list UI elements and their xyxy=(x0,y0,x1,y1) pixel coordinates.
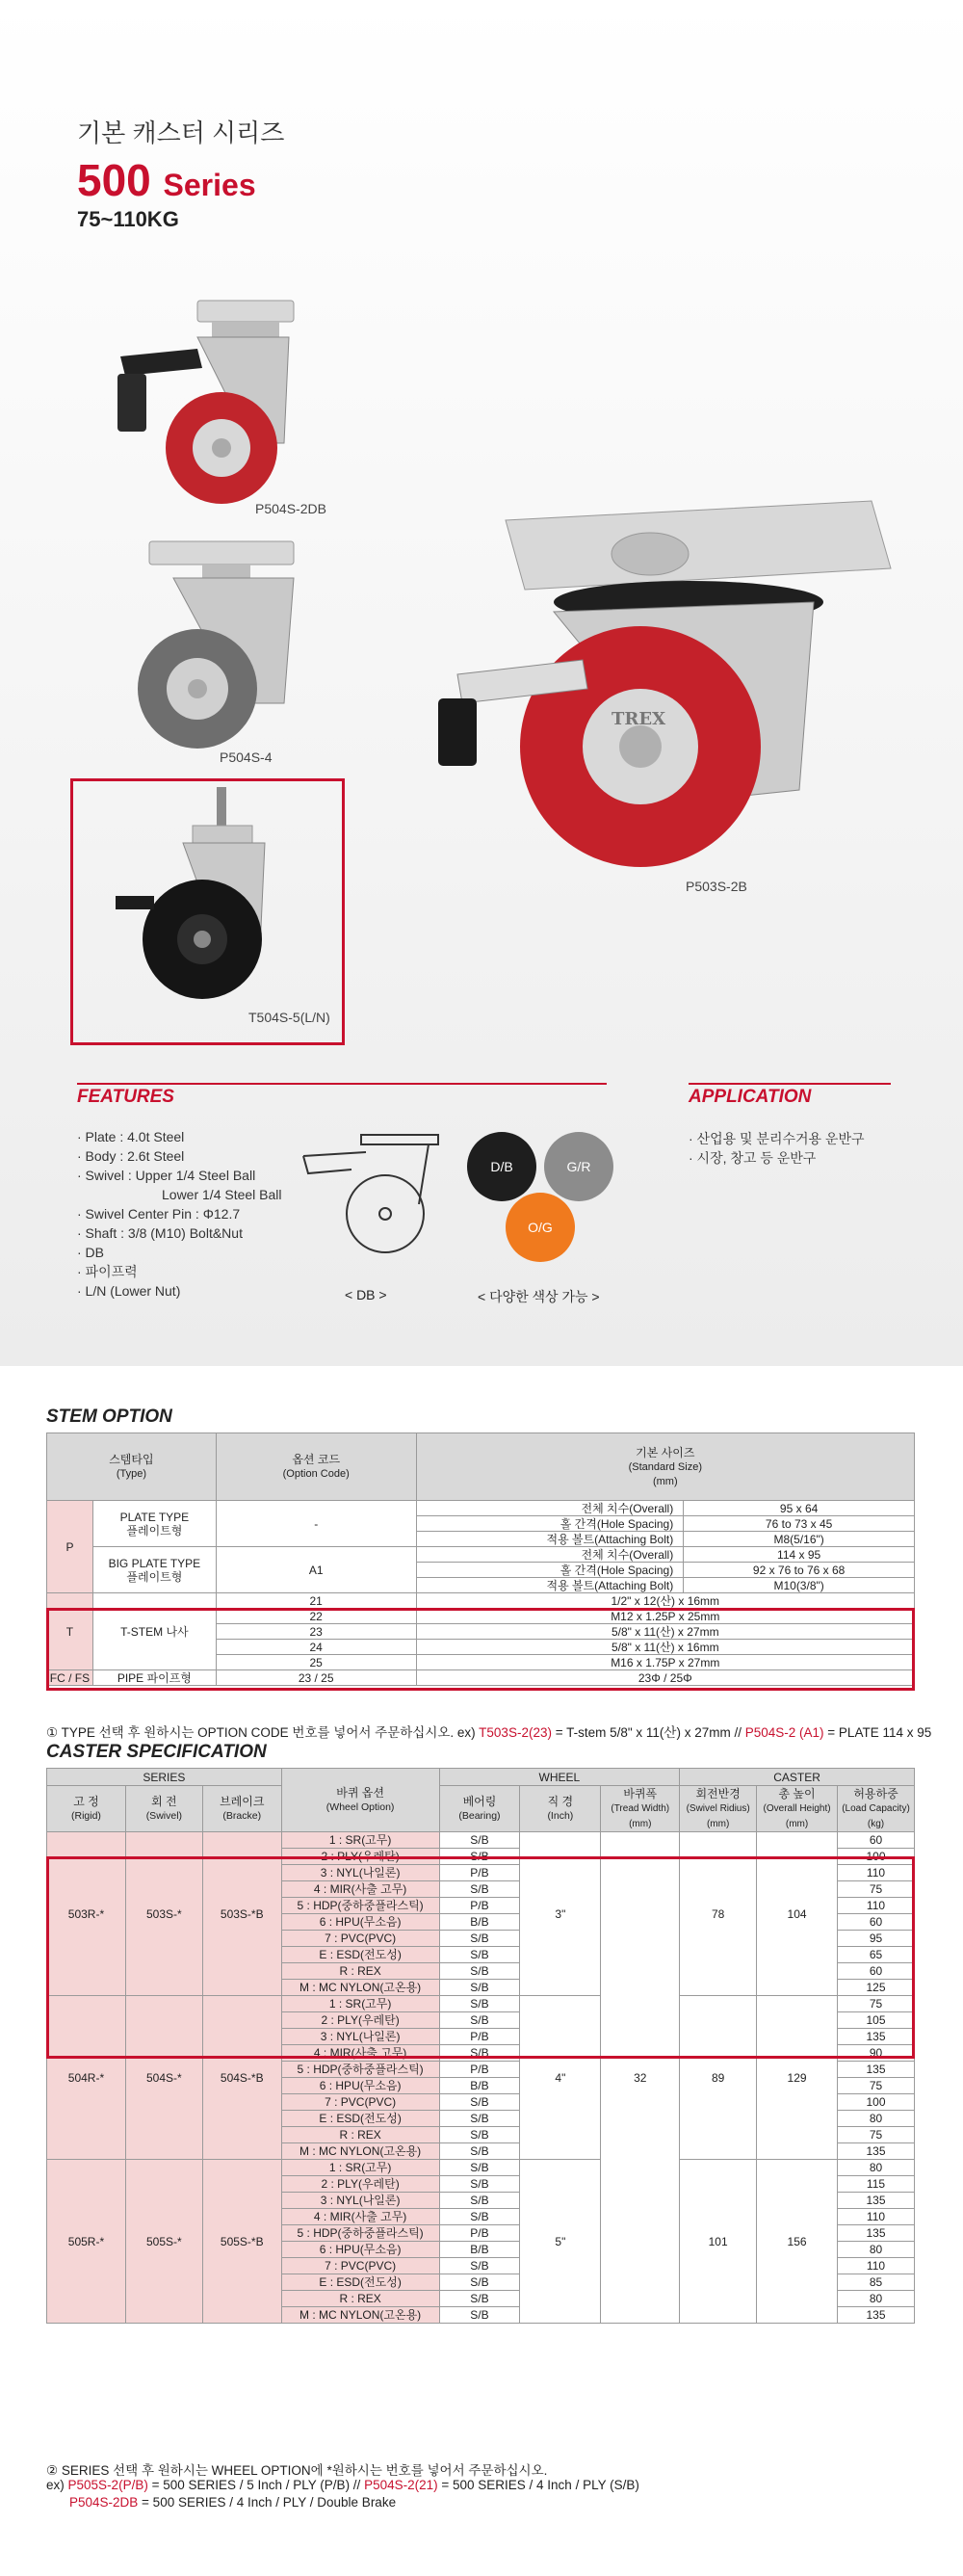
series-title xyxy=(77,154,256,206)
caster-row xyxy=(47,1832,915,1849)
load-value: 75 xyxy=(838,2078,915,2094)
plate-code-cell: - xyxy=(216,1501,416,1547)
load-value: 115 xyxy=(838,2176,915,2193)
load-range: 75~110KG xyxy=(77,207,179,231)
series-header: SERIES xyxy=(47,1769,282,1786)
load-value: 75 xyxy=(838,1881,915,1898)
highlight-box-503 xyxy=(46,1856,915,2059)
pipe-type-name: PIPE 파이프형 xyxy=(92,1670,216,1686)
caster-image-grey xyxy=(106,539,327,761)
application-heading: APPLICATION xyxy=(689,1087,812,1107)
swivel-model: 503S-* xyxy=(125,1832,202,1996)
bearing-value: S/B xyxy=(439,1931,520,1947)
wheel-option: E : ESD(전도성) xyxy=(281,2274,439,2291)
bearing-value: S/B xyxy=(439,2209,520,2225)
db-diagram xyxy=(294,1127,448,1262)
wheel-option: 4 : MIR(사출 고무) xyxy=(281,2209,439,2225)
bearing-value: S/B xyxy=(439,2111,520,2127)
feature-item: · DB xyxy=(77,1245,104,1260)
tread-value: 32 xyxy=(601,1832,680,2324)
load-value: 80 xyxy=(838,2242,915,2258)
t-stem-size: 5/8" x 11(산) x 27mm xyxy=(416,1624,914,1640)
big-plate-type-cell: BIG PLATE TYPE 플레이트형 xyxy=(92,1547,216,1593)
wheel-option: 5 : HDP(중하중플라스틱) xyxy=(281,2225,439,2242)
bearing-value: B/B xyxy=(439,1914,520,1931)
diameter-value: 4" xyxy=(520,1996,601,2160)
big-plate-code-cell: A1 xyxy=(216,1547,416,1593)
bearing-value: S/B xyxy=(439,2160,520,2176)
load-value: 110 xyxy=(838,2209,915,2225)
color-swatch-db: D/B xyxy=(467,1132,536,1201)
load-value: 95 xyxy=(838,1931,915,1947)
load-value: 100 xyxy=(838,1849,915,1865)
pipe-size: 23Φ / 25Φ xyxy=(416,1670,914,1686)
feature-item: · L/N (Lower Nut) xyxy=(77,1283,181,1299)
size-label: 홀 간격(Hole Spacing) xyxy=(416,1516,684,1532)
height-header: 총 높이 (Overall Height) (mm) xyxy=(757,1786,838,1832)
load-value: 110 xyxy=(838,2258,915,2274)
bearing-value: S/B xyxy=(439,1881,520,1898)
stem-size-header: 기본 사이즈 (Standard Size) (mm) xyxy=(416,1433,914,1501)
bearing-value: P/B xyxy=(439,1898,520,1914)
bearing-header: 베어링 (Bearing) xyxy=(439,1786,520,1832)
radius-header: 회전반경 (Swivel Ridius) (mm) xyxy=(680,1786,757,1832)
stem-type-header: 스템타입 (Type) xyxy=(47,1433,217,1501)
bearing-value: B/B xyxy=(439,2078,520,2094)
load-value: 80 xyxy=(838,2111,915,2127)
height-value: 129 xyxy=(757,1996,838,2160)
caster-image-brake xyxy=(106,289,327,511)
series-number: 500 xyxy=(77,155,151,205)
bearing-value: S/B xyxy=(439,2291,520,2307)
application-item: · 시장, 창고 등 운반구 xyxy=(689,1150,817,1166)
feature-item: Lower 1/4 Steel Ball xyxy=(162,1187,282,1202)
load-value: 135 xyxy=(838,2193,915,2209)
plate-type-cell: PLATE TYPE 플레이트형 xyxy=(92,1501,216,1547)
wheel-option: 7 : PVC(PVC) xyxy=(281,2094,439,2111)
wheel-option: 3 : NYL(나일론) xyxy=(281,2193,439,2209)
wheel-option: 1 : SR(고무) xyxy=(281,1996,439,2012)
stem-type-fc: FC / FS xyxy=(47,1670,93,1686)
load-value: 135 xyxy=(838,2143,915,2160)
stem-code-header: 옵션 코드 (Option Code) xyxy=(216,1433,416,1501)
bearing-value: S/B xyxy=(439,2258,520,2274)
size-label: 적용 볼트(Attaching Bolt) xyxy=(416,1532,684,1547)
bearing-value: S/B xyxy=(439,1963,520,1980)
features-divider xyxy=(77,1083,607,1085)
load-value: 110 xyxy=(838,1898,915,1914)
feature-item: · Swivel : Upper 1/4 Steel Ball xyxy=(77,1168,256,1183)
size-value: 92 x 76 to 76 x 68 xyxy=(684,1563,915,1578)
stem-option-note: ① TYPE 선택 후 원하시는 OPTION CODE 번호를 넣어서 주문하십시오. ex) T503S-2(23) = T-stem 5/8" x 11(산) x 27mm // P504S-2 (A1) = PLATE 114 x 95 xyxy=(46,1725,932,1740)
diameter-header: 직 경 (Inch) xyxy=(520,1786,601,1832)
load-header: 허용하중 (Load Capacity) (kg) xyxy=(838,1786,915,1832)
wheel-option: M : MC NYLON(고온용) xyxy=(281,2143,439,2160)
wheel-option: 1 : SR(고무) xyxy=(281,1832,439,1849)
wheel-option: 1 : SR(고무) xyxy=(281,2160,439,2176)
radius-value: 78 xyxy=(680,1832,757,1996)
bearing-value: S/B xyxy=(439,2143,520,2160)
feature-item: · Swivel Center Pin : Φ12.7 xyxy=(77,1206,241,1222)
swivel-header: 회 전 (Swivel) xyxy=(125,1786,202,1832)
bearing-value: S/B xyxy=(439,2274,520,2291)
feature-item: · Body : 2.6t Steel xyxy=(77,1148,185,1164)
load-value: 60 xyxy=(838,1832,915,1849)
radius-value: 101 xyxy=(680,2160,757,2324)
wheel-option: 7 : PVC(PVC) xyxy=(281,2258,439,2274)
bearing-value: S/B xyxy=(439,2193,520,2209)
caster-image-large xyxy=(419,482,910,886)
t-stem-code: 22 xyxy=(216,1609,416,1624)
caption-p503s-2b: P503S-2B xyxy=(686,879,747,894)
highlight-box-tstem-rows xyxy=(46,1608,915,1691)
category-title: 기본 캐스터 시리즈 xyxy=(77,118,285,147)
feature-item: · 파이프력 xyxy=(77,1264,138,1279)
application-item: · 산업용 및 분리수거용 운반구 xyxy=(689,1131,865,1146)
t-stem-name: T-STEM 나사 xyxy=(92,1593,216,1670)
t-stem-code: 21 xyxy=(216,1593,416,1609)
caster-spec-heading: CASTER SPECIFICATION xyxy=(46,1742,267,1762)
load-value: 135 xyxy=(838,2225,915,2242)
tread-header: 바퀴폭 (Tread Width) (mm) xyxy=(601,1786,680,1832)
bearing-value: S/B xyxy=(439,2045,520,2062)
wheel-option-header: 바퀴 옵션 (Wheel Option) xyxy=(281,1769,439,1832)
size-value: 76 to 73 x 45 xyxy=(684,1516,915,1532)
size-label: 홀 간격(Hole Spacing) xyxy=(416,1563,684,1578)
bearing-value: S/B xyxy=(439,1832,520,1849)
wheel-option: 6 : HPU(무소음) xyxy=(281,2078,439,2094)
db-caption: < DB > xyxy=(345,1287,387,1302)
series-word: Series xyxy=(163,168,256,202)
wheel-option: E : ESD(전도성) xyxy=(281,2111,439,2127)
bearing-value: S/B xyxy=(439,1947,520,1963)
caster-header: CASTER xyxy=(680,1769,915,1786)
wheel-option: M : MC NYLON(고온용) xyxy=(281,2307,439,2324)
load-value: 125 xyxy=(838,1980,915,1996)
t-stem-code: 23 xyxy=(216,1624,416,1640)
brake-model: 505S-*B xyxy=(202,2160,281,2324)
pipe-code: 23 / 25 xyxy=(216,1670,416,1686)
bearing-value: S/B xyxy=(439,2094,520,2111)
color-swatch-gr: G/R xyxy=(544,1132,613,1201)
wheel-option: R : REX xyxy=(281,2127,439,2143)
bearing-value: S/B xyxy=(439,2307,520,2324)
highlight-box-tstem xyxy=(70,778,345,1045)
load-value: 105 xyxy=(838,2012,915,2029)
load-value: 100 xyxy=(838,2094,915,2111)
application-divider xyxy=(689,1083,891,1085)
bearing-value: S/B xyxy=(439,1980,520,1996)
bearing-value: B/B xyxy=(439,2242,520,2258)
load-value: 75 xyxy=(838,1996,915,2012)
load-value: 90 xyxy=(838,2045,915,2062)
wheel-option: 7 : PVC(PVC) xyxy=(281,1931,439,1947)
wheel-option: R : REX xyxy=(281,2291,439,2307)
features-list xyxy=(77,1127,308,1301)
wheel-option: 3 : NYL(나일론) xyxy=(281,2029,439,2045)
stem-type-t: T xyxy=(47,1593,93,1670)
rigid-model: 503R-* xyxy=(47,1832,126,1996)
size-label: 적용 볼트(Attaching Bolt) xyxy=(416,1578,684,1593)
t-stem-size: M16 x 1.75P x 27mm xyxy=(416,1655,914,1670)
load-value: 110 xyxy=(838,1865,915,1881)
wheel-option: 4 : MIR(사출 고무) xyxy=(281,1881,439,1898)
bearing-value: P/B xyxy=(439,2062,520,2078)
feature-item: · Plate : 4.0t Steel xyxy=(77,1129,185,1144)
height-value: 104 xyxy=(757,1832,838,1996)
wheel-option: M : MC NYLON(고온용) xyxy=(281,1980,439,1996)
brake-header: 브레이크 (Bracke) xyxy=(202,1786,281,1832)
height-value: 156 xyxy=(757,2160,838,2324)
brake-model: 503S-*B xyxy=(202,1832,281,1996)
bearing-value: S/B xyxy=(439,2127,520,2143)
wheel-option: 5 : HDP(중하중플라스틱) xyxy=(281,2062,439,2078)
caption-t504s-5: T504S-5(L/N) xyxy=(248,1010,330,1025)
load-value: 75 xyxy=(838,2127,915,2143)
t-stem-size: 5/8" x 11(산) x 16mm xyxy=(416,1640,914,1655)
size-value: M10(3/8") xyxy=(684,1578,915,1593)
bearing-value: S/B xyxy=(439,2012,520,2029)
radius-value: 89 xyxy=(680,1996,757,2160)
load-value: 85 xyxy=(838,2274,915,2291)
wheel-option: R : REX xyxy=(281,1963,439,1980)
rigid-model: 505R-* xyxy=(47,2160,126,2324)
application-list xyxy=(689,1129,865,1168)
wheel-header: WHEEL xyxy=(439,1769,680,1786)
brand-label: TREX xyxy=(612,709,666,729)
caster-note: ② SERIES 선택 후 원하시는 WHEEL OPTION에 *원하시는 번호를 넣어서 주문하십시오. xyxy=(46,2463,548,2478)
swivel-model: 504S-* xyxy=(125,1996,202,2160)
wheel-option: 4 : MIR(사출 고무) xyxy=(281,2045,439,2062)
brake-model: 504S-*B xyxy=(202,1996,281,2160)
size-value: M8(5/16") xyxy=(684,1532,915,1547)
caption-p504s-4: P504S-4 xyxy=(220,749,273,765)
colors-caption: < 다양한 색상 가능 > xyxy=(478,1289,600,1304)
features-heading: FEATURES xyxy=(77,1087,174,1107)
wheel-option: 3 : NYL(나일론) xyxy=(281,1865,439,1881)
size-label: 전체 치수(Overall) xyxy=(416,1501,684,1516)
wheel-option: 6 : HPU(무소음) xyxy=(281,2242,439,2258)
wheel-option: 2 : PLY(우레탄) xyxy=(281,1849,439,1865)
caster-example-2: P504S-2DB = 500 SERIES / 4 Inch / PLY / Double Brake xyxy=(69,2495,397,2510)
load-value: 135 xyxy=(838,2062,915,2078)
diameter-value: 3" xyxy=(520,1832,601,1996)
wheel-option: E : ESD(전도성) xyxy=(281,1947,439,1963)
rigid-header: 고 정 (Rigid) xyxy=(47,1786,126,1832)
load-value: 60 xyxy=(838,1914,915,1931)
wheel-option: 6 : HPU(무소음) xyxy=(281,1914,439,1931)
rigid-model: 504R-* xyxy=(47,1996,126,2160)
load-value: 80 xyxy=(838,2291,915,2307)
bearing-value: P/B xyxy=(439,1865,520,1881)
load-value: 65 xyxy=(838,1947,915,1963)
bearing-value: P/B xyxy=(439,2225,520,2242)
caption-p504s-2db: P504S-2DB xyxy=(255,501,326,516)
load-value: 135 xyxy=(838,2029,915,2045)
size-label: 전체 치수(Overall) xyxy=(416,1547,684,1563)
bearing-value: S/B xyxy=(439,1996,520,2012)
stem-option-heading: STEM OPTION xyxy=(46,1406,172,1427)
color-swatch-og: O/G xyxy=(506,1193,575,1262)
stem-type-p: P xyxy=(47,1501,93,1593)
load-value: 80 xyxy=(838,2160,915,2176)
t-stem-size: 1/2" x 12(산) x 16mm xyxy=(416,1593,914,1609)
load-value: 135 xyxy=(838,2307,915,2324)
bearing-value: P/B xyxy=(439,2029,520,2045)
diameter-value: 5" xyxy=(520,2160,601,2324)
t-stem-code: 25 xyxy=(216,1655,416,1670)
caster-row xyxy=(47,2160,915,2176)
bearing-value: S/B xyxy=(439,1849,520,1865)
size-value: 95 x 64 xyxy=(684,1501,915,1516)
load-value: 60 xyxy=(838,1963,915,1980)
bearing-value: S/B xyxy=(439,2176,520,2193)
wheel-option: 2 : PLY(우레탄) xyxy=(281,2176,439,2193)
caster-example-1: ex) P505S-2(P/B) = 500 SERIES / 5 Inch / PLY (P/B) // P504S-2(21) = 500 SERIES / 4 Inch / PLY (S/B) xyxy=(46,2478,639,2492)
wheel-option: 2 : PLY(우레탄) xyxy=(281,2012,439,2029)
swivel-model: 505S-* xyxy=(125,2160,202,2324)
feature-item: · Shaft : 3/8 (M10) Bolt&Nut xyxy=(77,1225,243,1241)
size-value: 114 x 95 xyxy=(684,1547,915,1563)
t-stem-size: M12 x 1.25P x 25mm xyxy=(416,1609,914,1624)
t-stem-code: 24 xyxy=(216,1640,416,1655)
wheel-option: 5 : HDP(중하중플라스틱) xyxy=(281,1898,439,1914)
